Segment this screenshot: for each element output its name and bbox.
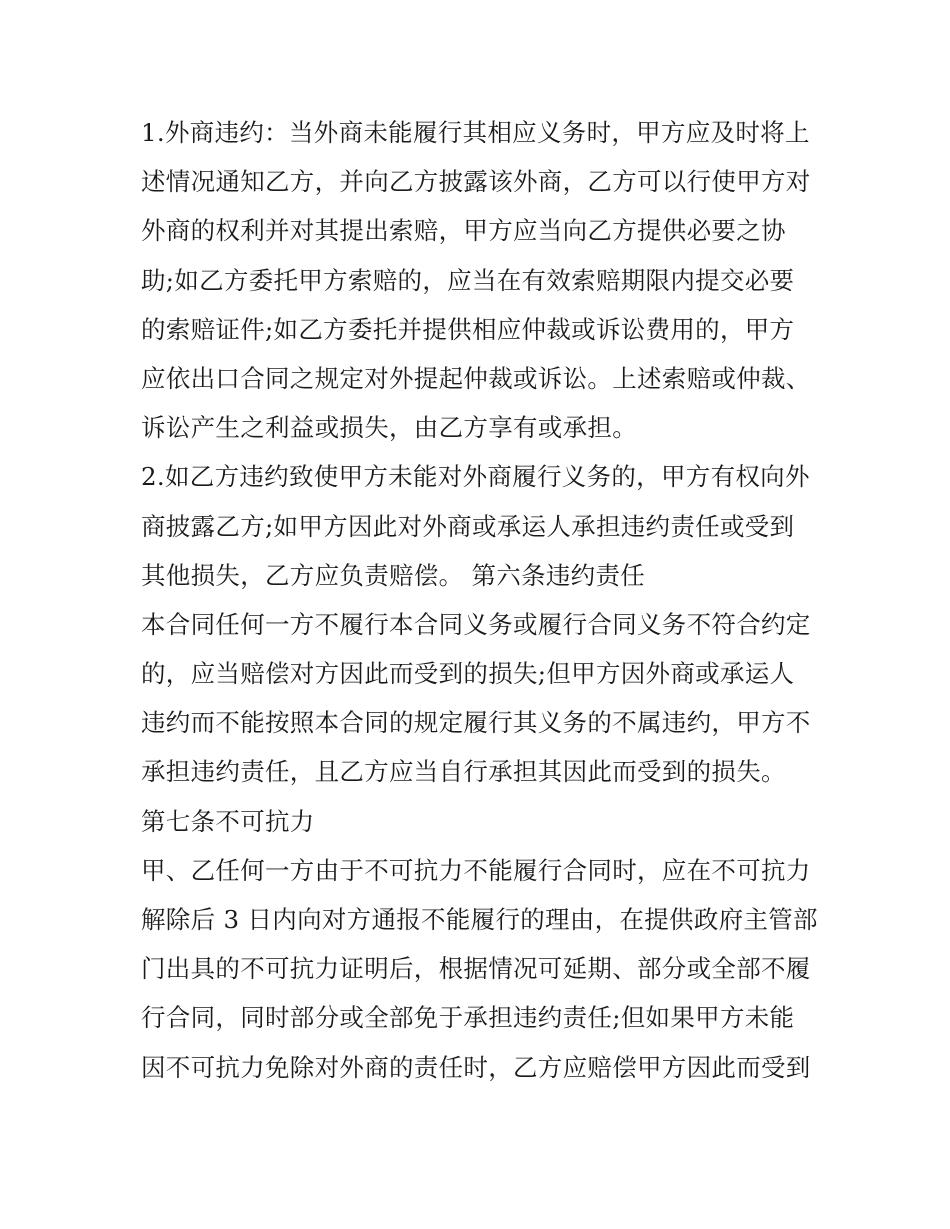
text-line: 甲、乙任何一方由于不可抗力不能履行合同时，应在不可抗力 (141, 855, 811, 885)
text-line: 门出具的不可抗力证明后，根据情况可延期、部分或全部不履 (141, 954, 811, 984)
text-line: 商披露乙方;如甲方因此对外商或承运人承担违约责任或受到 (141, 511, 795, 541)
text-line: 诉讼产生之利益或损失，由乙方享有或承担。 (141, 413, 637, 443)
text-line: 的，应当赔偿对方因此而受到的损失;但甲方因外商或承运人 (141, 659, 795, 689)
text-line: 1.外商违约：当外商未能履行其相应义务时，甲方应及时将上 (141, 118, 810, 147)
text-line: 违约而不能按照本合同的规定履行其义务的不属违约，甲方不 (141, 708, 811, 738)
text-line: 本合同任何一方不履行本合同义务或履行合同义务不符合约定 (141, 609, 811, 639)
text-line: 的索赔证件;如乙方委托并提供相应仲裁或诉讼费用的，甲方 (141, 314, 795, 344)
text-line: 2.如乙方违约致使甲方未能对外商履行义务的，甲方有权向外 (141, 462, 810, 492)
section-heading: 第七条不可抗力 (141, 806, 315, 836)
contract-text-body (141, 108, 821, 1092)
text-line: 因不可抗力免除对外商的责任时，乙方应赔偿甲方因此而受到 (141, 1052, 811, 1082)
text-line: 应依出口合同之规定对外提起仲裁或诉讼。上述索赔或仲裁、 (141, 363, 811, 393)
text-line: 助;如乙方委托甲方索赔的，应当在有效索赔期限内提交必要 (141, 265, 795, 295)
text-line: 承担违约责任，且乙方应当自行承担其因此而受到的损失。 (141, 757, 786, 787)
text-line: 述情况通知乙方，并向乙方披露该外商，乙方可以行使甲方对 (141, 167, 811, 197)
text-line: 解除后 3 日内向对方通报不能履行的理由，在提供政府主管部 (141, 905, 818, 934)
text-line: 外商的权利并对其提出索赔，甲方应当向乙方提供必要之协 (141, 216, 786, 246)
text-line: 行合同，同时部分或全部免于承担违约责任;但如果甲方未能 (141, 1003, 795, 1033)
text-line: 其他损失，乙方应负责赔偿。 第六条违约责任 (141, 560, 646, 590)
